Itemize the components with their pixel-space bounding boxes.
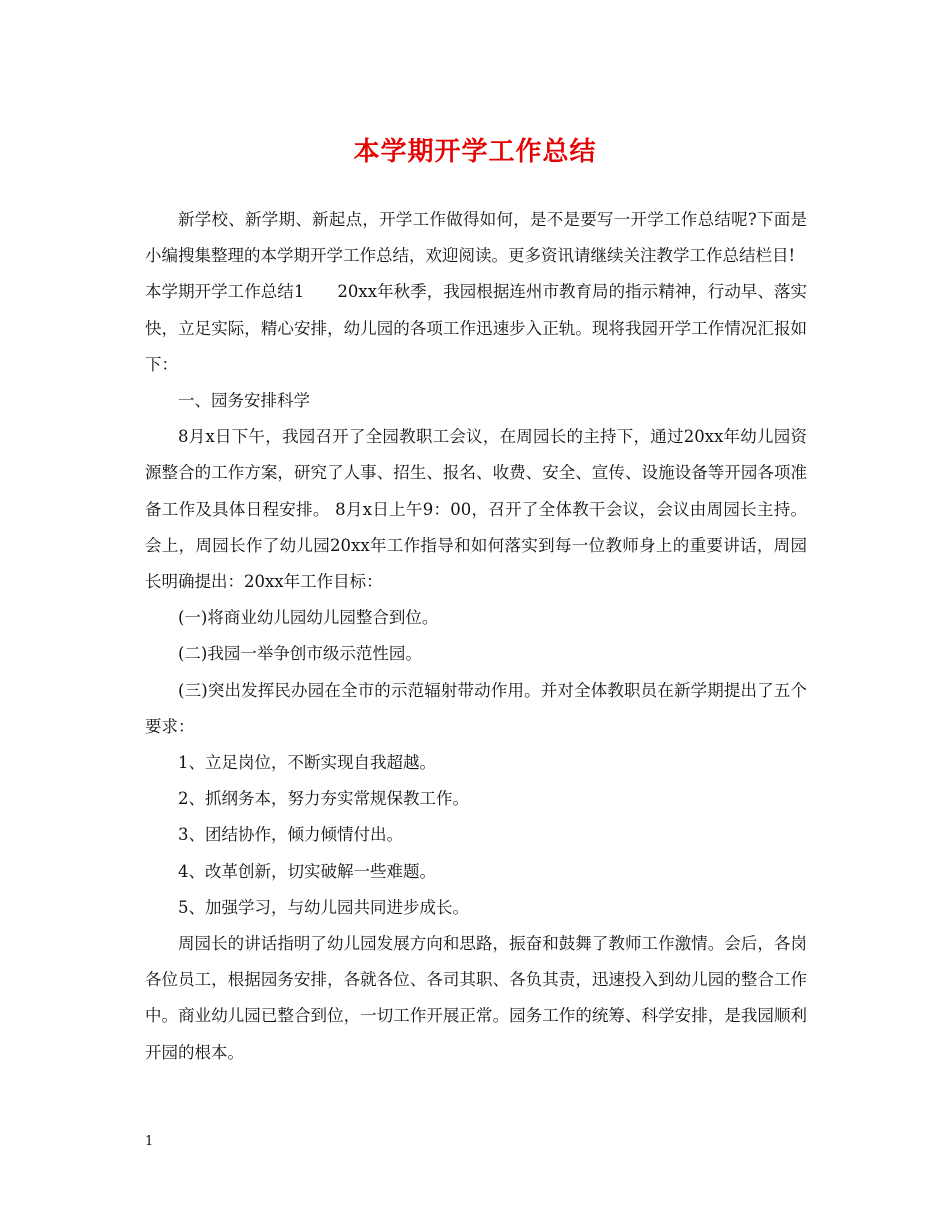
- requirement-item: 2、抓纲务本，努力夯实常规保教工作。: [178, 789, 469, 809]
- goal-item: (三)突出发挥民办园在全市的示范辐射带动作用。并对全体教职员在新学期提出了五个要求：: [145, 680, 807, 736]
- document-title: 本学期开学工作总结: [353, 137, 597, 167]
- document-body: [145, 202, 807, 1071]
- requirement-item: 3、团结协作，倾力倾情付出。: [178, 825, 403, 845]
- goal-item: (一)将商业幼儿园幼儿园整合到位。: [178, 608, 439, 628]
- page-number: 1: [145, 1134, 154, 1149]
- goal-item: (二)我园一举争创市级示范性园。: [178, 644, 422, 664]
- section-heading: 一、园务安排科学: [178, 391, 310, 411]
- body-paragraph: 8月x日下午，我园召开了全园教职工会议，在周园长的主持下，通过20xx年幼儿园资源整合的工作方案，研究了人事、招生、报名、收费、安全、宣传、设施设备等开园各项准备工作及具体日程安排。 8月x日上午9：00，召开了全体教干会议，会议由周园长主持。会上，周园长作了幼儿园20xx年工作指导和如何落实到每一位教师身上的重要讲话，周园长明确提出：20xx年工作目标：: [145, 427, 807, 592]
- section-lead-paragraph: 本学期开学工作总结1 20xx年秋季，我园根据连州市教育局的指示精神，行动早、落实快，立足实际，精心安排，幼儿园的各项工作迅速步入正轨。现将我园开学工作情况汇报如下：: [145, 282, 807, 374]
- requirement-item: 4、改革创新，切实破解一些难题。: [178, 861, 436, 881]
- requirement-item: 1、立足岗位，不断实现自我超越。: [178, 753, 436, 773]
- closing-paragraph: 周园长的讲话指明了幼儿园发展方向和思路，振奋和鼓舞了教师工作激情。会后，各岗各位员工，根据园务安排，各就各位、各司其职、各负其责，迅速投入到幼儿园的整合工作中。商业幼儿园已整合到位，一切工作开展正常。园务工作的统筹、科学安排，是我园顺利开园的根本。: [145, 934, 807, 1062]
- intro-paragraph: 新学校、新学期、新起点，开学工作做得如何，是不是要写一开学工作总结呢?下面是小编搜集整理的本学期开学工作总结，欢迎阅读。更多资讯请继续关注教学工作总结栏目!: [145, 210, 807, 266]
- requirement-item: 5、加强学习，与幼儿园共同进步成长。: [178, 897, 469, 917]
